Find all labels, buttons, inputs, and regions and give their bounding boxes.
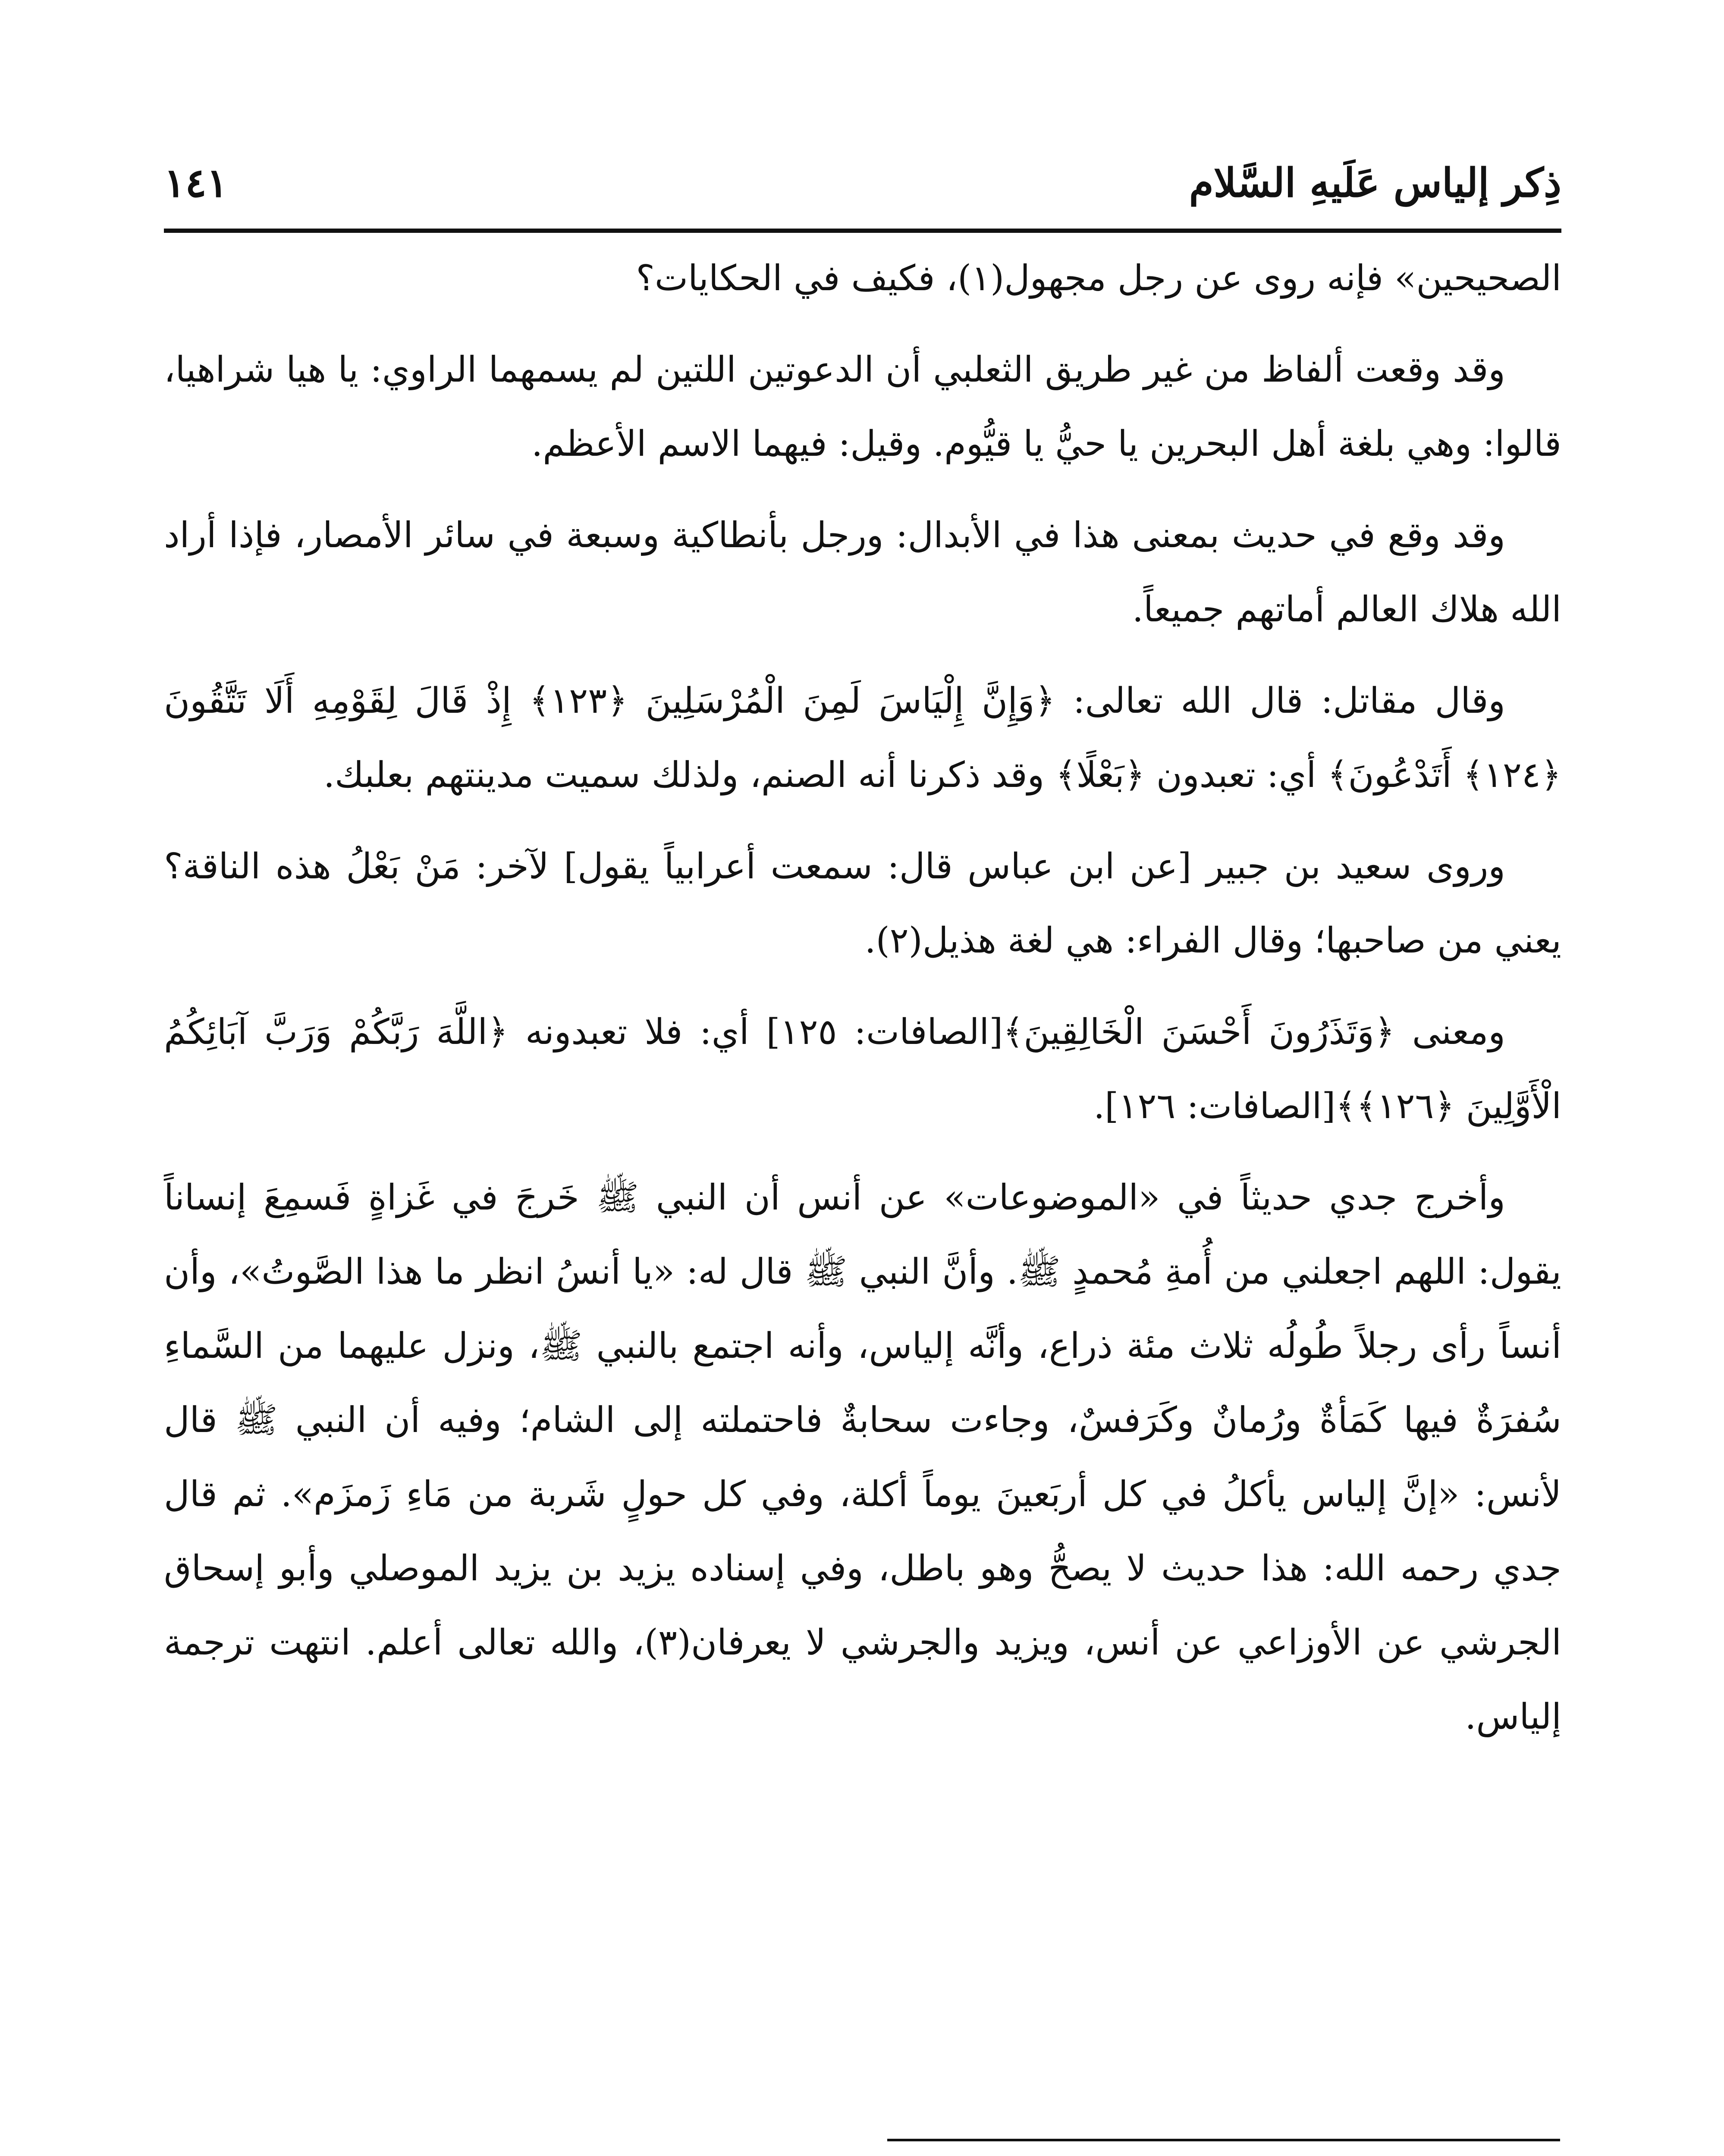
page-number: ١٤١ bbox=[164, 160, 228, 206]
paragraph: وأخرج جدي حديثاً في «الموضوعات» عن أنس أن النبي ﷺ خَرجَ في غَزاةٍ فَسمِعَ إنساناً يقول: اللهم اجعلني من أُمةِ مُحمدٍ ﷺ. وأنَّ النبي ﷺ قال له: «يا أنسُ انظر ما هذا الصَّوتُ»، وأن أنساً رأى رجلاً طُولُه ثلاث مئة ذراع، وأنَّه إلياس، وأنه اجتمع بالنبي ﷺ، ونزل عليهما من السَّماءِ سُفرَةٌ فيها كَمَأةٌ ورُمانٌ وكَرَفسٌ، وجاءت سحابةٌ فاحتملته إلى الشام؛ وفيه أن النبي ﷺ قال لأنس: «إنَّ إلياس يأكلُ في كل أربَعينَ يوماً أكلة، وفي كل حولٍ شَربة من مَاءِ زَمزَم». ثم قال جدي رحمه الله: هذا حديث لا يصحُّ وهو باطل، وفي إسناده يزيد بن يزيد الموصلي وأبو إسحاق الجرشي عن الأوزاعي عن أنس، ويزيد والجرشي لا يعرفان(٣)، والله تعالى أعلم. انتهت ترجمة إلياس. bbox=[164, 1177, 1561, 1737]
running-title: ذِكر إلياس عَلَيهِ السَّلام bbox=[1189, 160, 1561, 206]
paragraph: وروى سعيد بن جبير [عن ابن عباس قال: سمعت أعرابياً يقول] لآخر: مَنْ بَعْلُ هذه الناقة؟ يعني من صاحبها؛ وقال الفراء: هي لغة هذيل(٢). bbox=[164, 846, 1561, 961]
footnote-separator bbox=[887, 2139, 1560, 2141]
paragraph: ومعنى ﴿وَتَذَرُونَ أَحْسَنَ الْخَالِقِينَ﴾[الصافات: ١٢٥] أي: فلا تعبدونه ﴿اللَّهَ رَبَّكُمْ وَرَبَّ آبَائِكُمُ الْأَوَّلِينَ ﴿١٢٦﴾﴾[الصافات: ١٢٦]. bbox=[164, 1012, 1561, 1127]
paragraph: وقد وقعت ألفاظ من غير طريق الثعلبي أن الدعوتين اللتين لم يسمهما الراوي: يا هيا شراهيا، قالوا: وهي بلغة أهل البحرين يا حيُّ يا قيُّوم. وقيل: فيهما الاسم الأعظم. bbox=[164, 349, 1561, 464]
header-rule bbox=[164, 229, 1561, 233]
paragraph: الصحيحين» فإنه روى عن رجل مجهول(١)، فكيف في الحكايات؟ bbox=[636, 258, 1561, 299]
paragraph: وقال مقاتل: قال الله تعالى: ﴿وَإِنَّ إِلْيَاسَ لَمِنَ الْمُرْسَلِينَ ﴿١٢٣﴾ إِذْ قَالَ لِقَوْمِهِ أَلَا تَتَّقُونَ ﴿١٢٤﴾ أَتَدْعُونَ﴾ أي: تعبدون ﴿بَعْلًا﴾ وقد ذكرنا أنه الصنم، ولذلك سميت مدينتهم بعلبك. bbox=[164, 680, 1561, 796]
paragraph: وقد وقع في حديث بمعنى هذا في الأبدال: ورجل بأنطاكية وسبعة في سائر الأمصار، فإذا أراد الله هلاك العالم أماتهم جميعاً. bbox=[164, 515, 1561, 630]
page-header bbox=[164, 160, 1561, 211]
main-text bbox=[164, 241, 1561, 1771]
